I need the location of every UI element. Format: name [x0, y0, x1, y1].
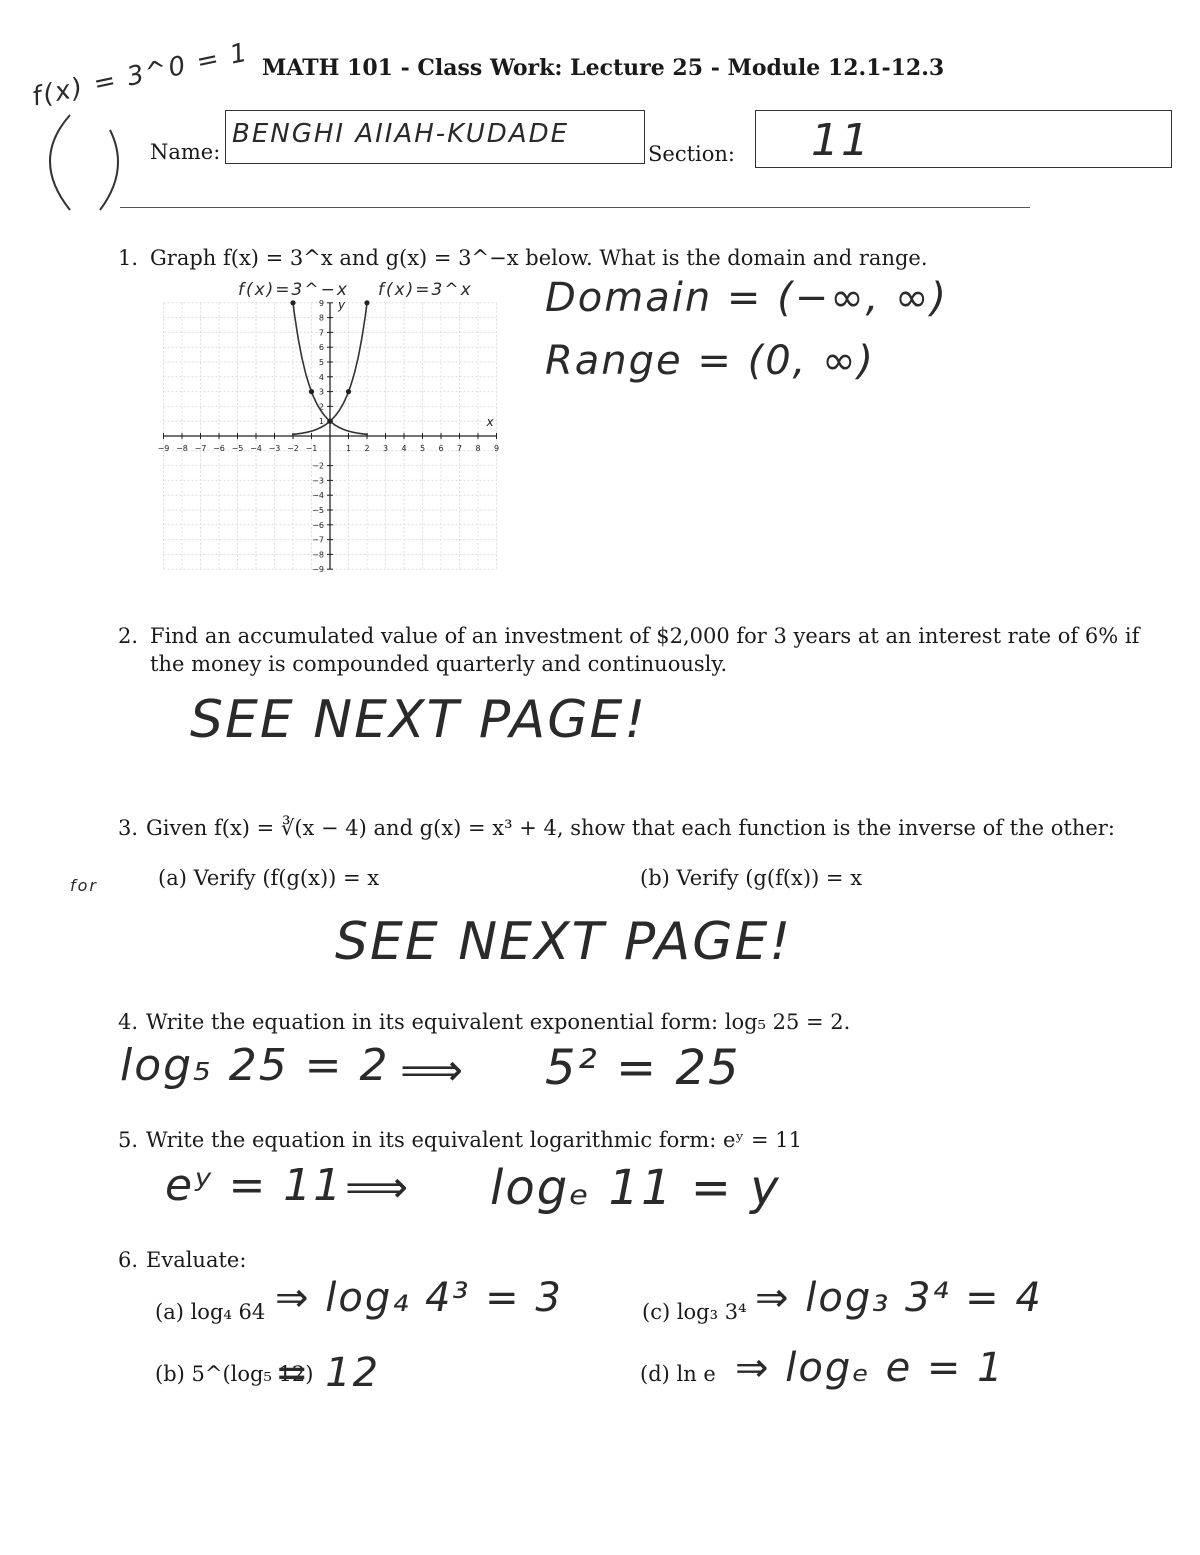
y-tick-label: 2	[318, 402, 324, 412]
y-tick-label: −2	[312, 461, 324, 471]
q2-number: 2.	[118, 624, 139, 648]
name-value: BENGHI AIIAH-KUDADE	[232, 119, 570, 149]
divider	[120, 207, 1030, 208]
data-point	[364, 300, 369, 305]
data-point	[290, 300, 295, 305]
x-tick-label: 6	[438, 444, 444, 453]
margin-bracket	[30, 110, 120, 220]
y-tick-label: −6	[312, 520, 324, 530]
y-tick-label: 4	[318, 372, 324, 382]
x-tick-label: 9	[493, 444, 500, 453]
section-field[interactable]	[755, 110, 1172, 168]
data-point	[309, 389, 314, 394]
q6-c-label: (c) log₃ 3⁴	[642, 1300, 747, 1324]
x-tick-label: −6	[213, 444, 225, 453]
q2-answer: SEE NEXT PAGE!	[190, 690, 648, 750]
q6-b-label: (b) 5^(log₅ 12)	[155, 1362, 314, 1386]
q1-text: Graph f(x) = 3^x and g(x) = 3^−x below. What is the domain and range.	[150, 246, 928, 270]
name-field[interactable]	[225, 110, 645, 164]
y-tick-label: −5	[312, 506, 324, 515]
q6-b-answer: = 12	[275, 1350, 381, 1396]
q1-graph[interactable]	[150, 298, 530, 588]
q3-margin-note: for	[70, 876, 98, 895]
q3-part-a: (a) Verify (f(g(x)) = x	[158, 866, 380, 890]
x-tick-label: −3	[268, 444, 281, 453]
y-tick-label: −8	[312, 550, 324, 560]
y-tick-label: 8	[318, 313, 324, 323]
x-tick-label: −8	[176, 444, 188, 453]
x-axis-label: x	[486, 415, 494, 429]
q3-text: Given f(x) = ∛(x − 4) and g(x) = x³ + 4, show that each function is the inverse of the other:	[146, 816, 1115, 840]
q1-label-left: f(x)=3^−x	[238, 280, 349, 300]
q5-arrow: ⟹	[345, 1162, 411, 1213]
q1-range-answer: Range = (0, ∞)	[545, 338, 876, 384]
margin-note: f(x) = 3^0 = 1	[29, 37, 252, 113]
y-tick-label: 5	[318, 358, 324, 367]
q3-number: 3.	[118, 816, 139, 840]
x-tick-label: 7	[456, 444, 463, 453]
x-tick-label: 1	[345, 444, 352, 453]
q6-a-answer: ⇒ log₄ 4³ = 3	[275, 1275, 563, 1321]
q4-number: 4.	[118, 1010, 139, 1034]
q5-answer-left: eʸ = 11	[165, 1160, 344, 1211]
q6-text: Evaluate:	[146, 1248, 247, 1272]
q2-text-line1: Find an accumulated value of an investment of $2,000 for 3 years at an interest rate of 6% if	[150, 624, 1140, 648]
q5-answer-right: logₑ 11 = y	[490, 1160, 781, 1216]
x-tick-label: 3	[382, 444, 389, 453]
y-tick-label: 7	[318, 328, 324, 338]
q6-a-label: (a) log₄ 64	[155, 1300, 266, 1324]
y-tick-label: −4	[312, 491, 324, 501]
q4-arrow: ⟹	[400, 1045, 466, 1096]
q4-text: Write the equation in its equivalent exponential form: log₅ 25 = 2.	[146, 1010, 851, 1034]
q1-number: 1.	[118, 246, 139, 270]
y-tick-label: 3	[318, 387, 324, 397]
q1-domain-answer: Domain = (−∞, ∞)	[545, 275, 948, 321]
y-tick-label: −3	[312, 476, 324, 486]
q6-number: 6.	[118, 1248, 139, 1272]
x-tick-label: 8	[475, 444, 481, 453]
q5-number: 5.	[118, 1128, 139, 1152]
section-value: 11	[811, 115, 871, 166]
q2-text-line2: the money is compounded quarterly and continuously.	[150, 652, 728, 676]
q3-part-b: (b) Verify (g(f(x)) = x	[640, 866, 863, 890]
x-tick-label: 5	[419, 444, 426, 453]
data-point	[327, 419, 332, 424]
y-tick-label: −9	[312, 565, 324, 575]
x-tick-label: −9	[157, 444, 170, 453]
y-tick-label: −7	[312, 535, 324, 545]
y-tick-label: 1	[318, 417, 324, 427]
data-point	[346, 389, 351, 394]
y-axis-label: y	[338, 298, 346, 312]
q4-answer-right: 5² = 25	[545, 1040, 741, 1096]
x-tick-label: −4	[250, 444, 262, 453]
y-tick-label: 6	[318, 343, 324, 353]
x-tick-label: −5	[231, 444, 244, 453]
x-tick-label: −7	[194, 444, 207, 453]
section-label: Section:	[648, 142, 735, 166]
q6-c-answer: ⇒ log₃ 3⁴ = 4	[755, 1275, 1043, 1321]
x-tick-label: −1	[305, 444, 318, 453]
q6-d-answer: ⇒ logₑ e = 1	[735, 1345, 1005, 1391]
page-title: MATH 101 - Class Work: Lecture 25 - Module 12.1-12.3	[262, 55, 945, 81]
q3-answer: SEE NEXT PAGE!	[335, 912, 793, 972]
y-tick-label: 9	[318, 298, 324, 308]
q6-d-label: (d) ln e	[640, 1362, 716, 1386]
q1-label-right: f(x)=3^x	[378, 280, 473, 300]
name-label: Name:	[150, 140, 221, 164]
x-tick-label: −2	[287, 444, 299, 453]
x-tick-label: 4	[401, 444, 407, 453]
q5-text: Write the equation in its equivalent logarithmic form: eʸ = 11	[146, 1128, 802, 1152]
x-tick-label: 2	[364, 444, 370, 453]
q4-answer-left: log₅ 25 = 2	[120, 1040, 390, 1091]
